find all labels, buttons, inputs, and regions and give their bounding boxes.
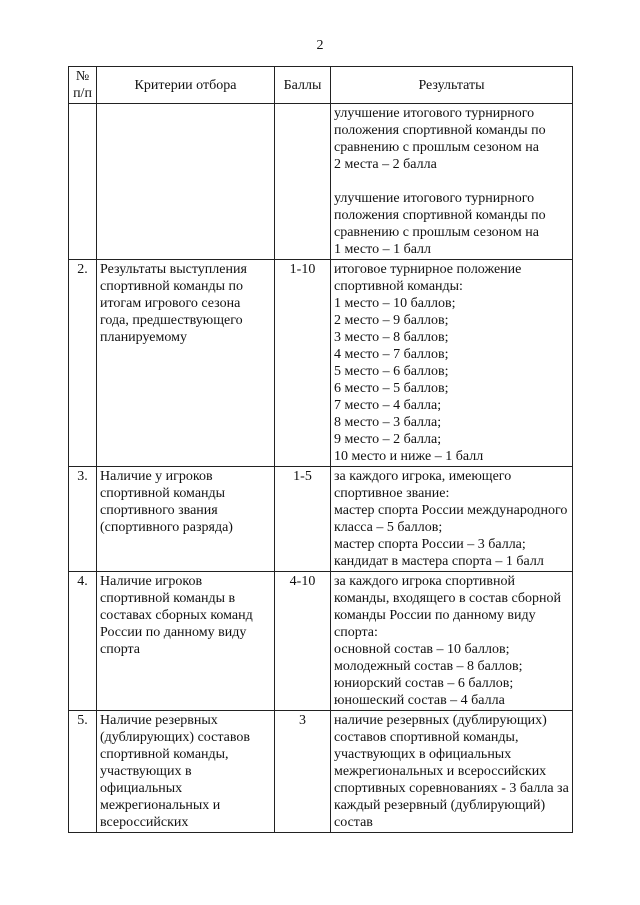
criteria-line: всероссийских — [100, 815, 189, 830]
criteria-line: России по данному виду — [100, 625, 247, 640]
result-line: за каждого игрока спортивной — [334, 574, 516, 589]
result-line: сравнению с прошлым сезоном на — [334, 140, 539, 155]
row-points: 3 — [275, 711, 331, 833]
result-line: 1 место – 1 балл — [334, 242, 432, 257]
criteria-line: спортивной команды по — [100, 279, 244, 294]
criteria-line: Наличие игроков — [100, 574, 203, 589]
header-results: Результаты — [331, 67, 573, 104]
result-line: улучшение итогового турнирного — [334, 191, 535, 206]
result-line: сравнению с прошлым сезоном на — [334, 225, 539, 240]
row-results — [331, 572, 573, 711]
row-number: 4. — [69, 572, 97, 711]
result-line: основной состав – 10 баллов; — [334, 642, 510, 657]
row-results — [331, 467, 573, 572]
result-line: составов спортивной команды, — [334, 730, 519, 745]
header-number-line: № — [75, 69, 90, 84]
criteria-table — [68, 66, 573, 833]
result-line: мастер спорта России – 3 балла; — [334, 537, 526, 552]
row-number: 3. — [69, 467, 97, 572]
result-line: 5 место – 6 баллов; — [334, 364, 449, 379]
table-header-row — [69, 67, 573, 104]
criteria-line: межрегиональных и — [100, 798, 221, 813]
criteria-line: (дублирующих) составов — [100, 730, 250, 745]
criteria-line: (спортивного разряда) — [100, 520, 233, 535]
table-body — [69, 104, 573, 833]
row-number: 2. — [69, 260, 97, 467]
criteria-line: Результаты выступления — [100, 262, 247, 277]
criteria-line: Наличие резервных — [100, 713, 218, 728]
result-line: молодежный состав – 8 баллов; — [334, 659, 523, 674]
row-points: 1-5 — [275, 467, 331, 572]
row-results — [331, 260, 573, 467]
criteria-line: спортивной команды, — [100, 747, 229, 762]
result-line: команды, входящего в состав сборной — [334, 591, 561, 606]
criteria-line: спортивной команды — [100, 486, 226, 501]
criteria-line: итогам игрового сезона — [100, 296, 241, 311]
result-line: 2 место – 9 баллов; — [334, 313, 449, 328]
result-line: за каждого игрока, имеющего — [334, 469, 512, 484]
header-points: Баллы — [275, 67, 331, 104]
result-line: спортивной команды: — [334, 279, 463, 294]
result-line: 7 место – 4 балла; — [334, 398, 442, 413]
result-line: состав — [334, 815, 373, 830]
result-line: спортивных соревнованиях - 3 балла за — [334, 781, 569, 796]
result-line: спортивное звание: — [334, 486, 450, 501]
header-number-line: п/п — [73, 86, 92, 101]
result-line: 1 место – 10 баллов; — [334, 296, 456, 311]
result-line: 10 место и ниже – 1 балл — [334, 449, 484, 464]
row-points: 1-10 — [275, 260, 331, 467]
criteria-line: составах сборных команд — [100, 608, 253, 623]
result-line: положения спортивной команды по — [334, 123, 546, 138]
paragraph-gap — [334, 173, 569, 190]
result-line: 8 место – 3 балла; — [334, 415, 442, 430]
result-line: наличие резервных (дублирующих) — [334, 713, 547, 728]
header-criteria: Критерии отбора — [97, 67, 275, 104]
page-number: 2 — [316, 38, 324, 53]
table-row — [69, 572, 573, 711]
criteria-line: планируемому — [100, 330, 187, 345]
result-line: улучшение итогового турнирного — [334, 106, 535, 121]
result-line: класса – 5 баллов; — [334, 520, 443, 535]
result-line: 3 место – 8 баллов; — [334, 330, 449, 345]
result-line: 6 место – 5 баллов; — [334, 381, 449, 396]
result-line: кандидат в мастера спорта – 1 балл — [334, 554, 544, 569]
criteria-line: года, предшествующего — [100, 313, 243, 328]
result-line: 4 место – 7 баллов; — [334, 347, 449, 362]
row-criteria — [97, 260, 275, 467]
result-line: 2 места – 2 балла — [334, 157, 437, 172]
row-number — [69, 104, 97, 260]
row-points: 4-10 — [275, 572, 331, 711]
result-line: межрегиональных и всероссийских — [334, 764, 547, 779]
table-row — [69, 260, 573, 467]
criteria-line: официальных — [100, 781, 183, 796]
result-line: спорта: — [334, 625, 378, 640]
row-number: 5. — [69, 711, 97, 833]
criteria-line: спортивной команды в — [100, 591, 236, 606]
result-line: юниорский состав – 6 баллов; — [334, 676, 514, 691]
criteria-line: участвующих в — [100, 764, 192, 779]
row-points — [275, 104, 331, 260]
row-criteria — [97, 104, 275, 260]
result-line: команды России по данному виду — [334, 608, 536, 623]
result-line: юношеский состав – 4 балла — [334, 693, 505, 708]
result-line: 9 место – 2 балла; — [334, 432, 442, 447]
result-line: мастер спорта России международного — [334, 503, 568, 518]
table-row — [69, 711, 573, 833]
row-criteria — [97, 467, 275, 572]
result-line: положения спортивной команды по — [334, 208, 546, 223]
row-criteria — [97, 572, 275, 711]
row-criteria — [97, 711, 275, 833]
result-line: итоговое турнирное положение — [334, 262, 522, 277]
criteria-line: Наличие у игроков — [100, 469, 213, 484]
result-line: каждый резервный (дублирующий) — [334, 798, 546, 813]
criteria-line: спортивного звания — [100, 503, 218, 518]
criteria-line: спорта — [100, 642, 141, 657]
row-results — [331, 711, 573, 833]
result-line: участвующих в официальных — [334, 747, 512, 762]
header-number — [69, 67, 97, 104]
table-row — [69, 467, 573, 572]
row-results — [331, 104, 573, 260]
table-row — [69, 104, 573, 260]
